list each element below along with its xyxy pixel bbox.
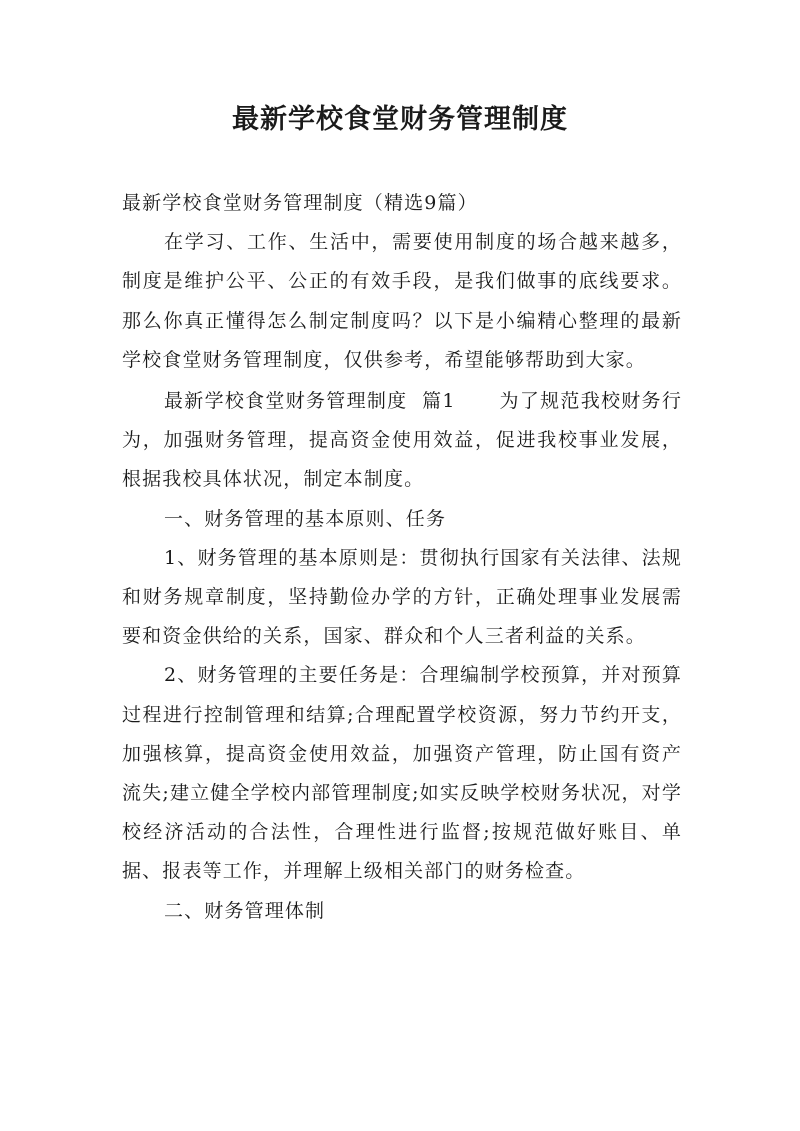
intro-paragraph: 在学习、工作、生活中，需要使用制度的场合越来越多，制度是维护公平、公正的有效手段，是我们做事的底线要求。那么你真正懂得怎么制定制度吗？以下是小编精心整理的最新学校食堂财务管理制度，仅供参考，希望能够帮助到大家。 [122,231,682,371]
principles-paragraph: 1、财务管理的基本原则是：贯彻执行国家有关法律、法规和财务规章制度，坚持勤俭办学的方针，正确处理事业发展需要和资金供给的关系，国家、群众和个人三者利益的关系。 [122,546,682,648]
document-title: 最新学校食堂财务管理制度 [232,104,568,135]
tasks-paragraph: 2、财务管理的主要任务是：合理编制学校预算，并对预算过程进行控制管理和结算;合理配置学校资源，努力节约开支，加强核算，提高资金使用效益，加强资产管理，防止国有资产流失;建立健全学校内部管理制度;如实反映学校财务状况，对学校经济活动的合法性，合理性进行监督;按规范做好账目、单据、报表等工作，并理解上级相关部门的财务检查。 [122,664,682,883]
heading-management-system: 二、财务管理体制 [164,899,326,922]
section-1-paragraph: 最新学校食堂财务管理制度 篇1 为了规范我校财务行为，加强财务管理，提高资金使用效益，促进我校事业发展，根据我校具体状况，制定本制度。 [122,390,682,491]
heading-basic-principles: 一、财务管理的基本原则、任务 [164,507,447,530]
document-body [122,184,682,931]
subtitle-paragraph: 最新学校食堂财务管理制度（精选9篇） [122,192,478,214]
